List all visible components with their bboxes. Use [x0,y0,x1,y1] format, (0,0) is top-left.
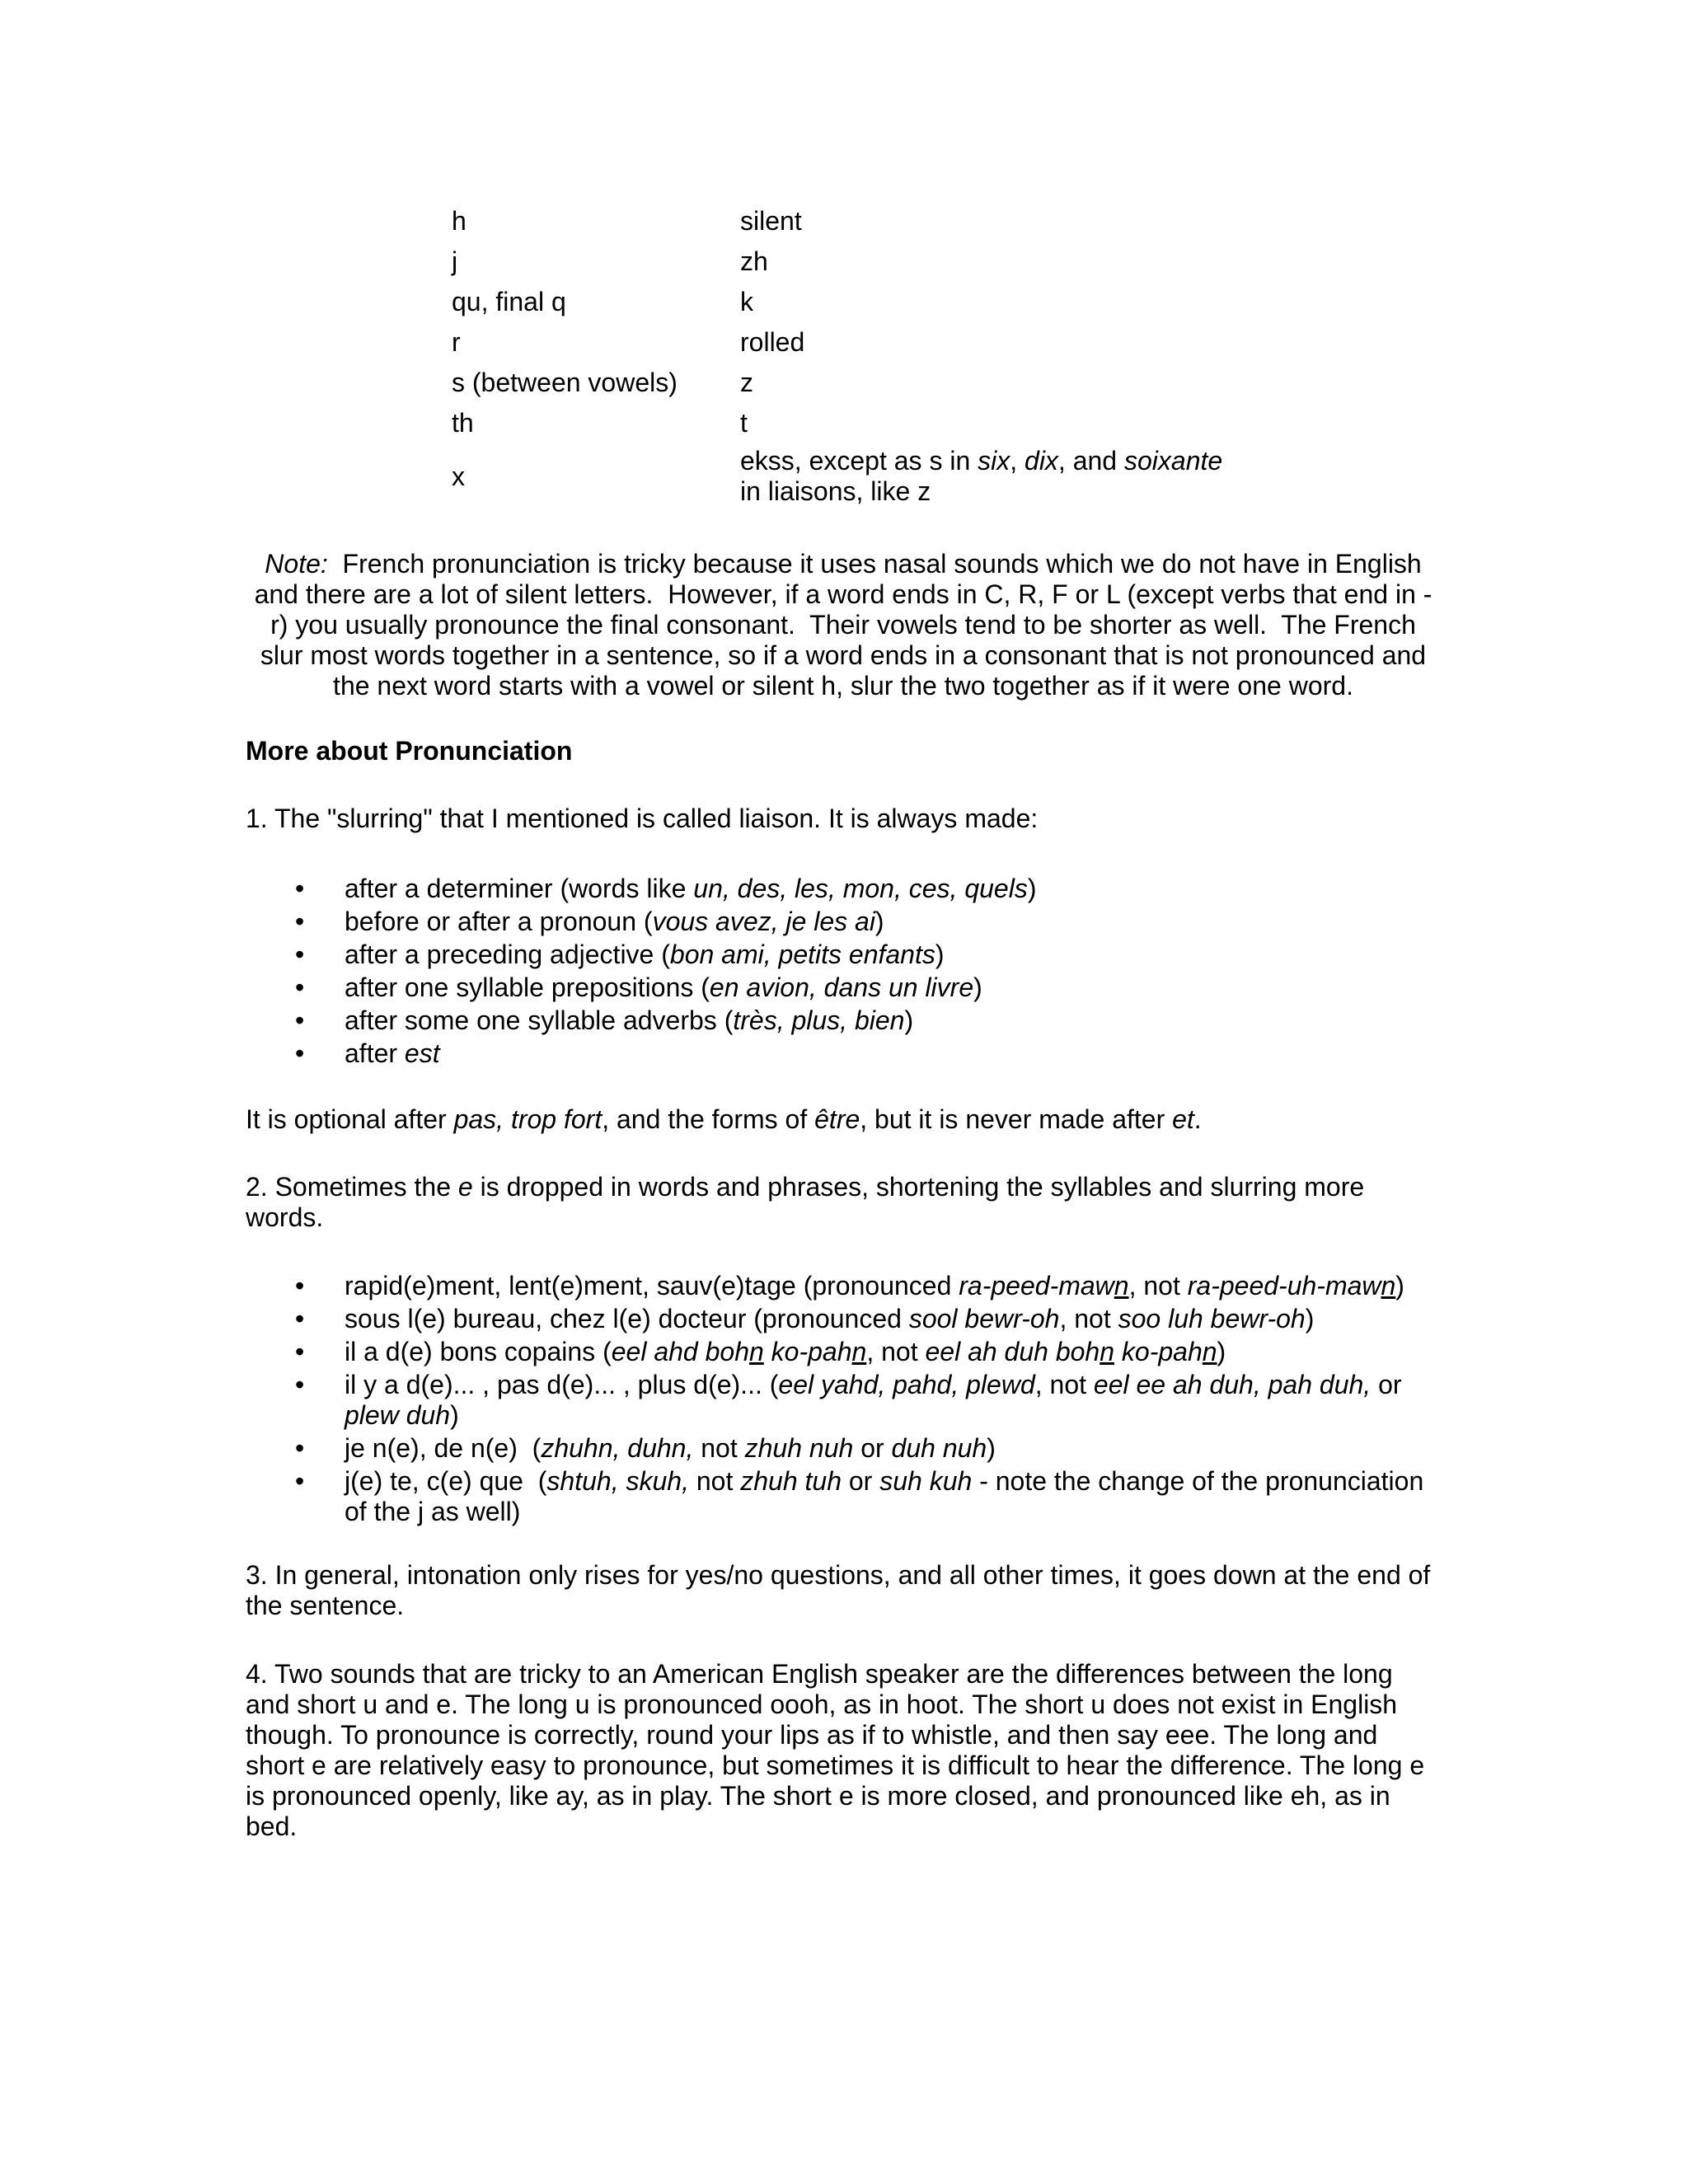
note-text: French pronunciation is tricky because it uses nasal sounds which we do not have in English and there are a lot of silent letters. However, if a word ends in C, R, F or L (except verbs that end in -r) you usually pronounce the final consonant. Their vowels tend to be shorter as well. The French slur most words together in a sentence, so if a word ends in a consonant that is not pronounced and the next word starts with a vowel or silent h, slur the two together as if it were one word. [254,549,1433,701]
bullet-icon: • [295,1433,305,1463]
liaison-optional-note: It is optional after pas, trop fort, and the forms of être, but it is never made after et. [246,1104,1202,1134]
bullet-icon: • [295,1005,305,1035]
table-row [452,443,1276,509]
table-row [452,322,1276,363]
sound-cell: k [740,287,753,316]
list-item: • after a preceding adjective (bon ami, petits enfants) [295,940,945,969]
bullet-icon: • [295,907,305,936]
vowel-sounds-paragraph: 4. Two sounds that are tricky to an American English speaker are the differences between the long and short u and e. The long u is pronounced oooh, as in hoot. The short u does not exist in English though. To pronounce is correctly, round your lips as if to whistle, and then say eee. The long and short e are relatively easy to pronounce, but sometimes it is difficult to hear the difference. The long e is pronounced openly, like ay, as in play. The short e is more closed, and pronounced like eh, as in bed. [246,1659,1425,1841]
list-item: • after est [295,1038,440,1068]
bullet-icon: • [295,972,305,1002]
sound-cell: z [740,368,753,397]
letter-cell: s (between vowels) [452,368,678,397]
bullet-icon: • [295,940,305,969]
elision-intro: 2. Sometimes the e is dropped in words and phrases, shortening the syllables and slurring more words. [246,1172,1365,1232]
letter-cell: qu, final q [452,287,566,316]
table-row [452,241,1276,282]
section-heading: More about Pronunciation [246,736,573,766]
list-item: • sous l(e) bureau, chez l(e) docteur (pronounced sool bewr-oh, not soo luh bewr-oh) [295,1304,1315,1333]
table-row [452,403,1276,443]
sound-cell: rolled [740,327,805,357]
elision-list [246,1271,1441,1530]
letter-cell: x [452,461,465,491]
letter-cell: r [452,327,461,357]
letter-cell: th [452,408,474,438]
bullet-icon: • [295,1337,305,1366]
letter-cell: j [452,246,458,276]
list-item: • j(e) te, c(e) que (shtuh, skuh, not zhuh tuh or suh kuh - note the change of the pronunciation of the j as well) [295,1466,1424,1526]
list-item: • after a determiner (words like un, des, les, mon, ces, quels) [295,874,1037,903]
bullet-icon: • [295,1038,305,1068]
note-paragraph [246,549,1441,701]
table-row [452,201,1276,241]
list-item: • il y a d(e)... , pas d(e)... , plus d(e)... (eel yahd, pahd, plewd, not eel ee ah duh, pah duh, or plew duh) [295,1370,1402,1430]
bullet-icon: • [295,874,305,903]
list-item: • il a d(e) bons copains (eel ahd bohn ko-pahn, not eel ah duh bohn ko-pahn) [295,1337,1226,1366]
bullet-icon: • [295,1370,305,1399]
list-item: • je n(e), de n(e) (zhuhn, duhn, not zhuh nuh or duh nuh) [295,1433,996,1463]
list-item: • rapid(e)ment, lent(e)ment, sauv(e)tage (pronounced ra-peed-mawn, not ra-peed-uh-mawn) [295,1271,1404,1301]
list-item: • after some one syllable adverbs (très, plus, bien) [295,1005,914,1035]
letter-cell: h [452,206,467,236]
pronunciation-table [452,201,1276,509]
bullet-icon: • [295,1271,305,1301]
sound-cell: zh [740,246,768,276]
sound-cell: t [740,408,748,438]
table-row [452,282,1276,322]
liaison-intro: 1. The "slurring" that I mentioned is called liaison. It is always made: [246,804,1039,833]
sound-cell: ekss, except as s in six, dix, and soixante in liaisons, like z [740,446,1223,506]
sound-cell: silent [740,206,802,236]
note-label: Note: [265,549,328,579]
list-item: • before or after a pronoun (vous avez, je les ai) [295,907,884,936]
list-item: • after one syllable prepositions (en avion, dans un livre) [295,972,982,1002]
intonation-paragraph: 3. In general, intonation only rises for yes/no questions, and all other times, it goes down at the end of the sentence. [246,1560,1431,1620]
bullet-icon: • [295,1304,305,1333]
liaison-list [246,872,1441,1070]
table-row [452,363,1276,403]
bullet-icon: • [295,1466,305,1496]
